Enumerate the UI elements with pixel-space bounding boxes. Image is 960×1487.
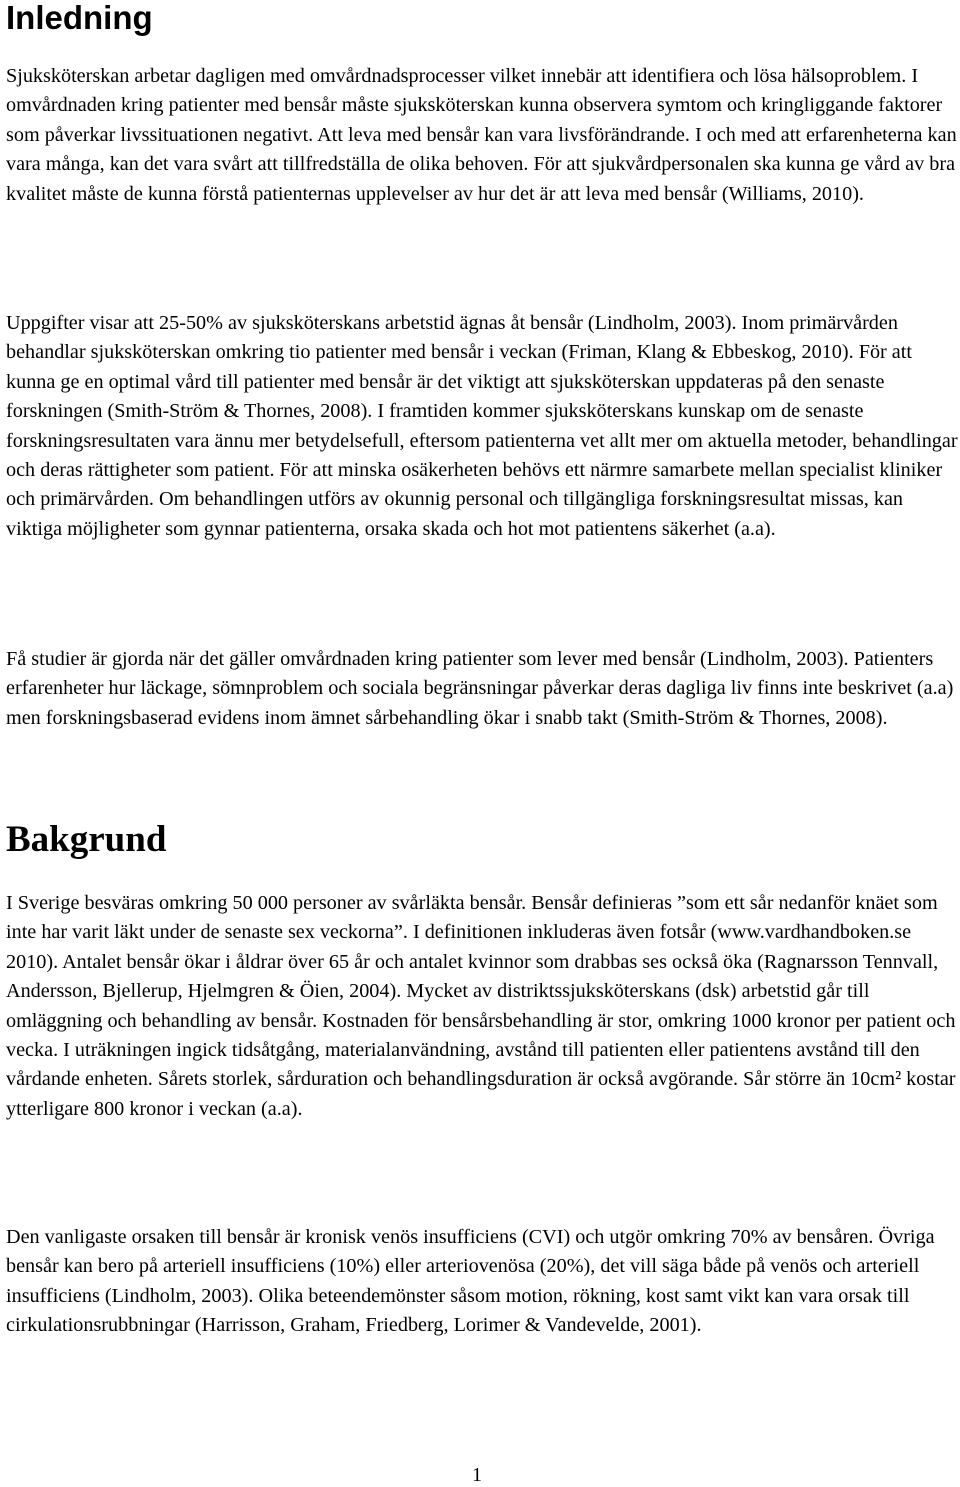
heading-bakgrund: Bakgrund <box>6 819 167 860</box>
paragraph-inledning-3: Få studier är gjorda när det gäller omvårdnaden kring patienter som lever med bensår (Lindholm, 2003). Patienters erfarenheter hur läckage, sömnproblem och sociala begränsningar påverkar deras dagliga liv finns inte beskrivet (a.a) men forskningsbaserad evidens inom ämnet sårbehandling ökar i snabb takt (Smith-Ström & Thornes, 2008). <box>6 648 954 729</box>
paragraph-inledning-1: Sjuksköterskan arbetar dagligen med omvårdnadsprocesser vilket innebär att identifiera och lösa hälsoproblem. I omvårdnaden kring patienter med bensår måste sjuksköterskan kunna observera symtom och kringliggande faktorer som påverkar livssituationen negativt. Att leva med bensår kan vara livsförändrande. I och med att erfarenheterna kan vara många, kan det vara svårt att tillfredställa de olika behoven. För att sjukvårdpersonalen ska kunna ge vård av bra kvalitet måste de kunna förstå patienternas upplevelser av hur det är att leva med bensår (Williams, 2010). <box>6 65 957 205</box>
paragraph-inledning-2: Uppgifter visar att 25-50% av sjuksköterskans arbetstid ägnas åt bensår (Lindholm, 2003). Inom primärvården behandlar sjuksköterskan omkring tio patienter med bensår i veckan (Friman, Klang & Ebbeskog, 2010). För att kunna ge en optimal vård till patienter med bensår är det viktigt att sjuksköterskan uppdateras på den senaste forskningen (Smith-Ström & Thornes, 2008). I framtiden kommer sjuksköterskans kunskap om de senaste forskningsresultaten vara ännu mer betydelsefull, eftersom patienterna vet allt mer om aktuella metoder, behandlingar och deras rättigheter som patient. För att minska osäkerheten behövs ett närmre samarbete mellan specialist kliniker och primärvården. Om behandlingen utförs av okunnig personal och tillgängliga forskningsresultat missas, kan viktiga möjligheter som gynnar patienterna, orsaka skada och hot mot patientens säkerhet (a.a). <box>6 312 958 540</box>
paragraph-bakgrund-2: Den vanligaste orsaken till bensår är kronisk venös insufficiens (CVI) och utgör omkring 70% av bensåren. Övriga bensår kan bero på arteriell insufficiens (10%) eller arteriovenösa (20%), det vill säga både på venös och arteriell insufficiens (Lindholm, 2003). Olika beteendemönster såsom motion, rökning, kost samt vikt kan vara orsak till cirkulationsrubbningar (Harrisson, Graham, Friedberg, Lorimer & Vandevelde, 2001). <box>6 1226 935 1337</box>
paragraph-bakgrund-1: I Sverige besväras omkring 50 000 personer av svårläkta bensår. Bensår definieras ”som ett sår nedanför knäet som inte har varit läkt under de senaste sex veckorna”. I definitionen inkluderas även fotsår (www.vardhandboken.se 2010). Antalet bensår ökar i åldrar över 65 år och antalet kvinnor som drabbas ses också öka (Ragnarsson Tennvall, Andersson, Bjellerup, Hjelmgren & Öien, 2004). Mycket av distriktssjuksköterskans (dsk) arbetstid går till omläggning och behandling av bensår. Kostnaden för bensårsbehandling är stor, omkring 1000 kronor per patient och vecka. I uträkningen ingick tidsåtgång, materialanvändning, avstånd till patienten eller patientens avstånd till den vårdande enheten. Sårets storlek, sårduration och behandlingsduration är också avgörande. Sår större än 10cm² kostar ytterligare 800 kronor i veckan (a.a). <box>6 892 956 1120</box>
page-number: 1 <box>472 1464 482 1486</box>
heading-inledning: Inledning <box>6 0 153 36</box>
